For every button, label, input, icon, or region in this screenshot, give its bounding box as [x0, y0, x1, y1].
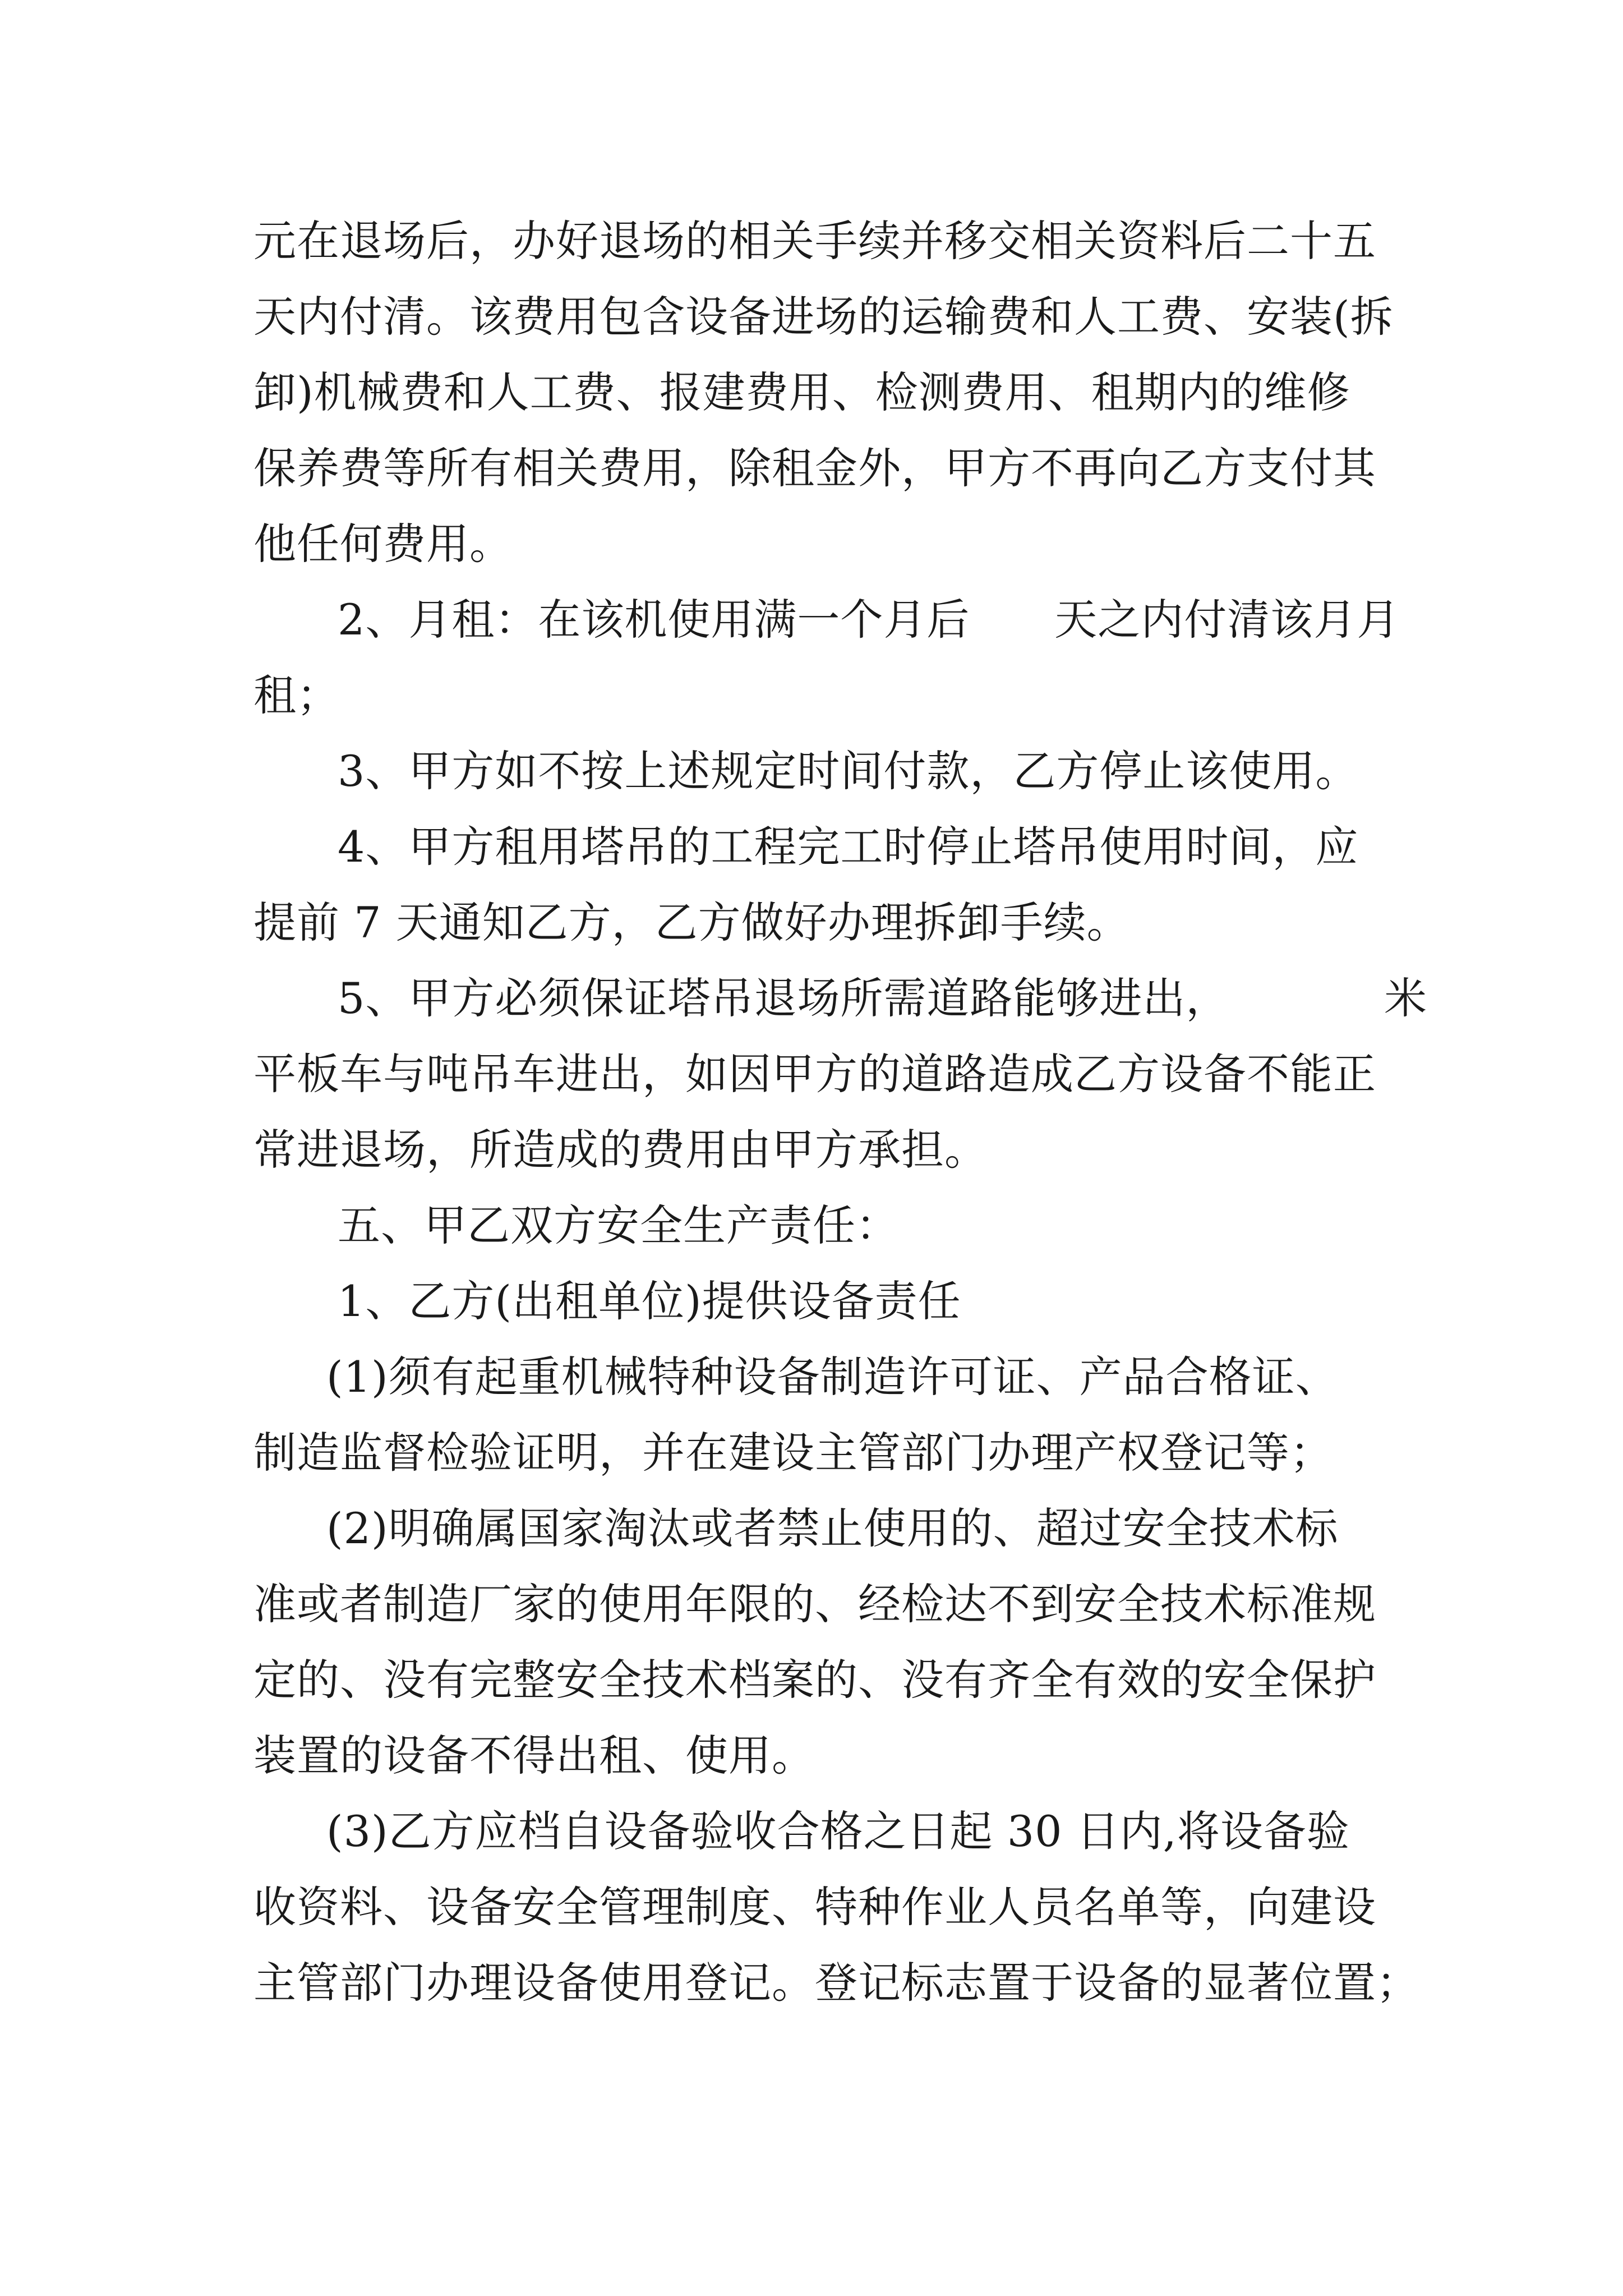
text-line: 常进退场，所造成的费用由甲方承担。: [253, 1125, 988, 1175]
text-line: 3、甲方如不按上述规定时间付款，乙方停止该使用。: [338, 746, 1359, 796]
text-line: 卸)机械费和人工费、报建费用、检测费用、租期内的维修: [253, 367, 1350, 417]
text-line: 准或者制造厂家的使用年限的、经检达不到安全技术标准规: [253, 1579, 1376, 1629]
text-line: 定的、没有完整安全技术档案的、没有齐全有效的安全保护: [253, 1655, 1376, 1705]
text-line: 5、甲方必须保证塔吊退场所需道路能够进出， 米: [338, 973, 1428, 1023]
text-line: 收资料、设备安全管理制度、特种作业人员名单等，向建设: [253, 1882, 1376, 1932]
text-line: (2)明确属国家淘汰或者禁止使用的、超过安全技术标: [326, 1503, 1339, 1553]
text-line: 2、月租：在该机使用满一个月后 天之内付清该月月: [338, 595, 1400, 645]
text-line: 保养费等所有相关费用，除租金外，甲方不再向乙方支付其: [253, 443, 1376, 493]
text-line: 装置的设备不得出租、使用。: [253, 1731, 815, 1780]
text-line: 主管部门办理设备使用登记。登记标志置于设备的显著位置；: [253, 1958, 1419, 2008]
text-line: 天内付清。该费用包含设备进场的运输费和人工费、安装(拆: [253, 292, 1394, 342]
text-line: 平板车与吨吊车进出，如因甲方的道路造成乙方设备不能正: [253, 1049, 1376, 1099]
text-line: 1、乙方(出租单位)提供设备责任: [338, 1276, 961, 1326]
text-line: 4、甲方租用塔吊的工程完工时停止塔吊使用时间，应: [338, 822, 1359, 872]
text-line: 制造监督检验证明，并在建设主管部门办理产权登记等；: [253, 1428, 1333, 1478]
section-heading: 五、甲乙双方安全生产责任：: [338, 1200, 899, 1250]
text-line: 他任何费用。: [253, 519, 513, 569]
text-line: 提前 7 天通知乙方，乙方做好办理拆卸手续。: [253, 898, 1130, 947]
text-line: 元在退场后，办好退场的相关手续并移交相关资料后二十五: [253, 216, 1376, 266]
text-line: (1)须有起重机械特种设备制造许可证、产品合格证、: [326, 1352, 1339, 1402]
text-line: 租；: [253, 670, 340, 720]
text-line: (3)乙方应档自设备验收合格之日起 30 日内,将设备验: [326, 1806, 1350, 1856]
